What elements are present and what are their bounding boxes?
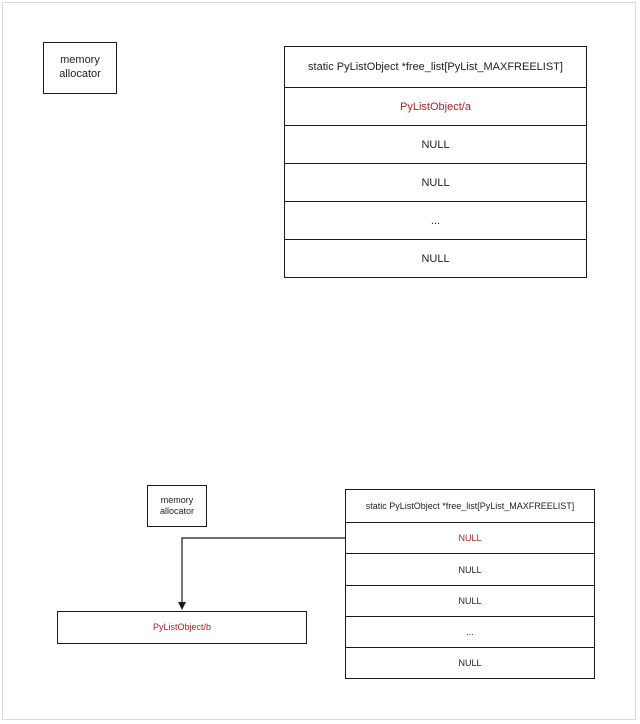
arrow-line: [182, 538, 345, 604]
allocator-label-line2: allocator: [59, 68, 101, 80]
pylistobject-b-label: PyListObject/b: [152, 621, 212, 632]
free-list-cell-text: NULL: [421, 138, 450, 151]
free-list-cell-text: NULL: [421, 252, 450, 265]
free-list-cell-text: NULL: [458, 596, 482, 606]
free-list-cell-text: NULL: [458, 533, 482, 543]
free-list-header-text: static PyListObject *free_list[PyList_MAXFREELIST]: [308, 61, 563, 73]
free-list-cell-text: ...: [430, 214, 441, 227]
allocator-label-line1: memory: [160, 494, 194, 505]
allocator-label-line2: allocator: [159, 506, 195, 516]
arrow-head: [178, 602, 186, 610]
free-list-cell-text: NULL: [458, 658, 482, 668]
free-list-header-text: static PyListObject *free_list[PyList_MAXFREELIST]: [365, 501, 575, 511]
allocator-label-line1: memory: [60, 54, 100, 67]
free-list-cell-text: PyListObject/a: [400, 100, 471, 113]
free-list-cell-text: NULL: [421, 176, 450, 189]
free-list-cell-text: NULL: [458, 564, 482, 575]
free-list-cell-text: ...: [466, 627, 474, 637]
